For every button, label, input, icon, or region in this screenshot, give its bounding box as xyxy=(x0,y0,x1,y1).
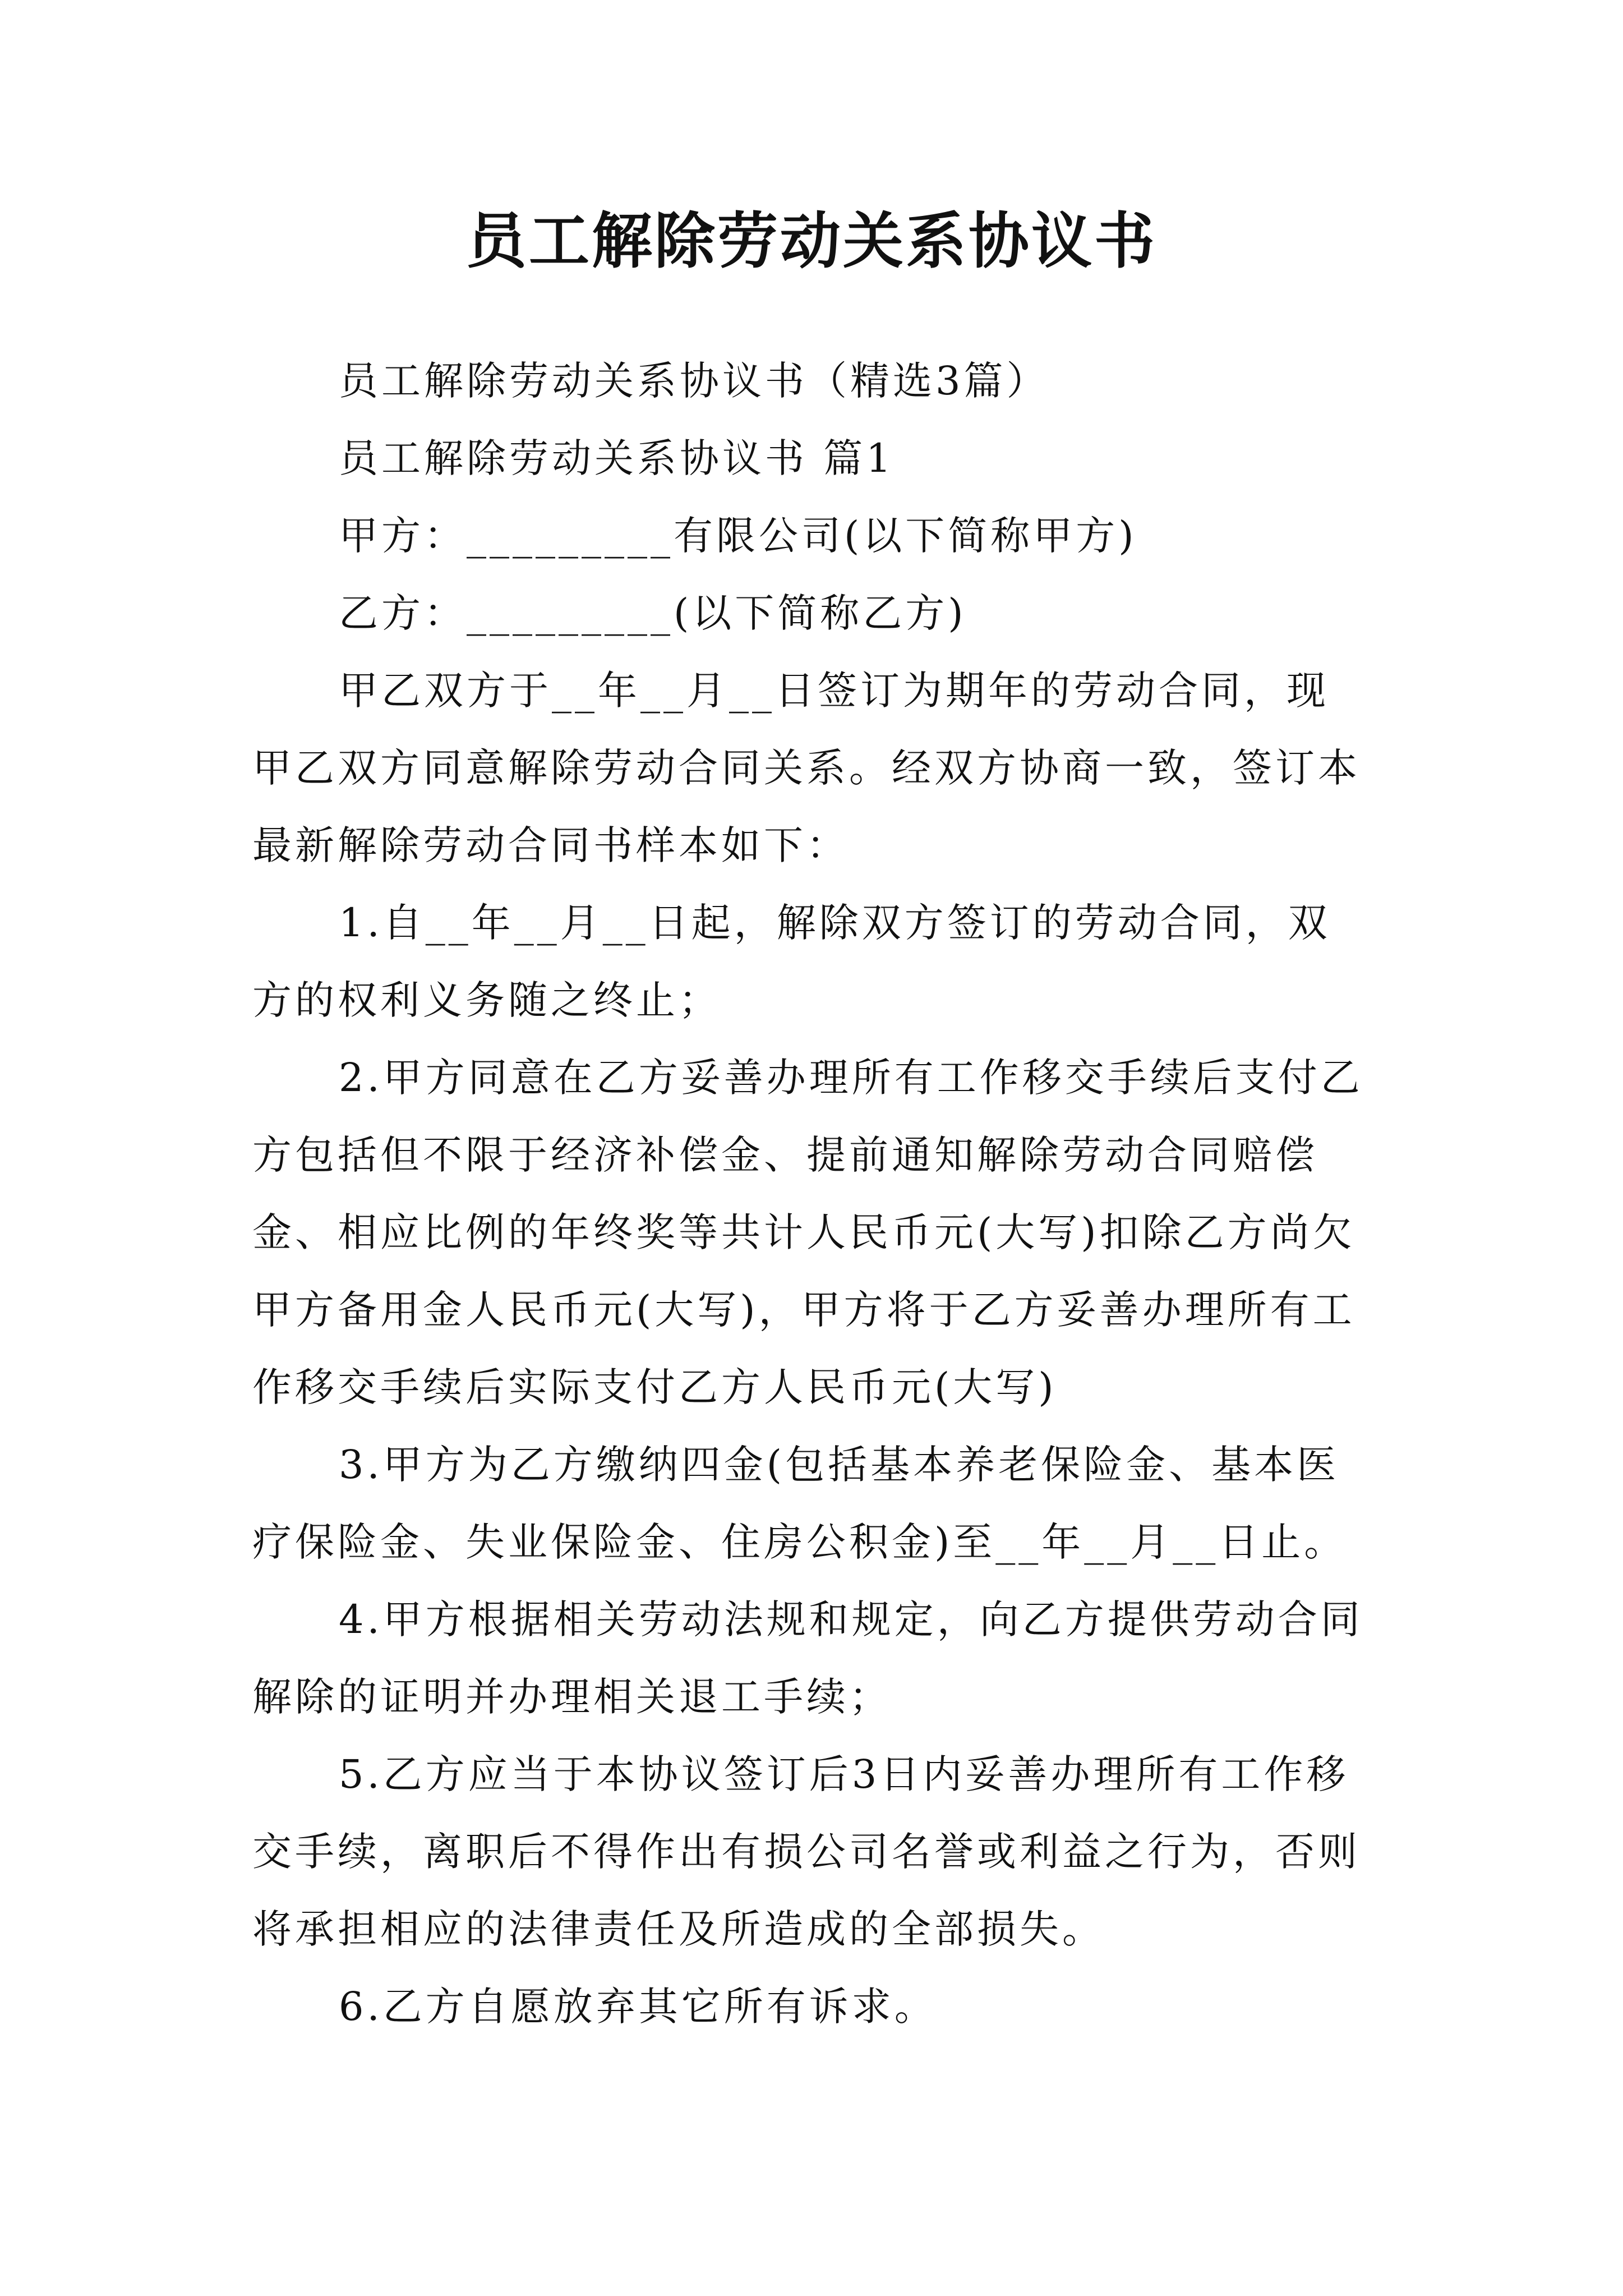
paragraph-party-a: 甲方：_________有限公司(以下简称甲方) xyxy=(339,513,1137,559)
paragraph-party-b: 乙方：_________(以下简称乙方) xyxy=(339,590,967,636)
paragraph-clause-5: 5.乙方应当于本协议签订后3日内妥善办理所有工作移交手续，离职后不得作出有损公司名誉或利益之行为，否则将承担相应的法律责任及所造成的全部损失。 xyxy=(252,1751,1361,1952)
paragraph-clause-3: 3.甲方为乙方缴纳四金(包括基本养老保险金、基本医疗保险金、失业保险金、住房公积金)至__年__月__日止。 xyxy=(252,1442,1347,1565)
paragraph-clause-1: 1.自__年__月__日起，解除双方签订的劳动合同，双方的权利义务随之终止； xyxy=(252,900,1331,1023)
paragraph-section-heading: 员工解除劳动关系协议书 篇1 xyxy=(339,435,895,481)
paragraph-clause-2: 2.甲方同意在乙方妥善办理所有工作移交手续后支付乙方包括但不限于经济补偿金、提前通知解除劳动合同赔偿金、相应比例的年终奖等共计人民币元(大写)扣除乙方尚欠甲方备用金人民币元(大写)，甲方将于乙方妥善办理所有工作移交手续后实际支付乙方人民币元(大写) xyxy=(252,1055,1363,1410)
document-body xyxy=(252,342,1371,2045)
paragraph-clause-6: 6.乙方自愿放弃其它所有诉求。 xyxy=(339,1984,937,2030)
paragraph-clause-4: 4.甲方根据相关劳动法规和规定，向乙方提供劳动合同解除的证明并办理相关退工手续； xyxy=(252,1596,1363,1720)
paragraph-subtitle: 员工解除劳动关系协议书（精选3篇） xyxy=(339,358,1049,404)
document-title: 员工解除劳动关系协议书 xyxy=(465,206,1157,277)
paragraph-intro: 甲乙双方于__年__月__日签订为期年的劳动合同，现甲乙双方同意解除劳动合同关系。经双方协商一致，签订本最新解除劳动合同书样本如下： xyxy=(252,668,1361,868)
